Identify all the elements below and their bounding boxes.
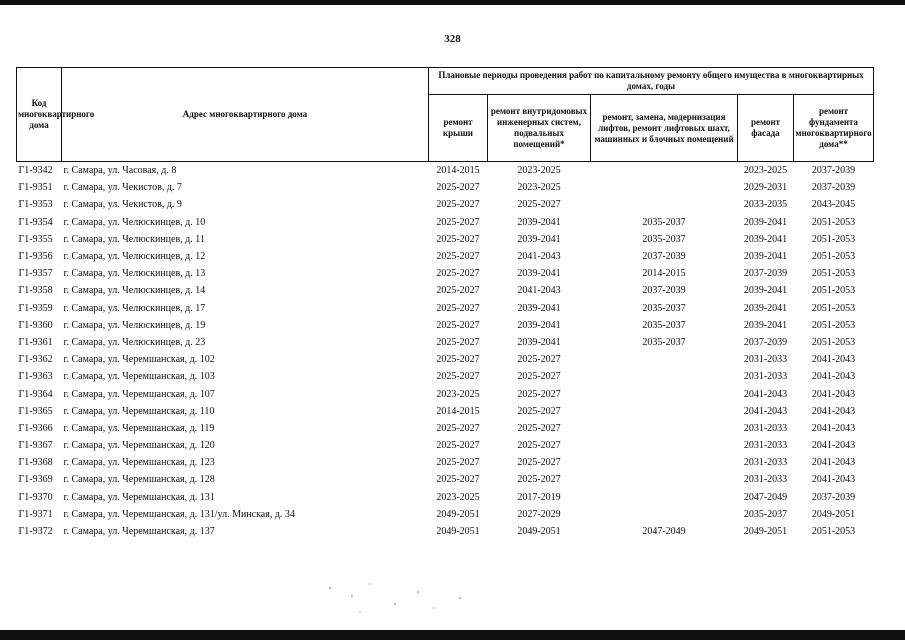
cell-engineering: 2039-2041 xyxy=(517,216,561,228)
table-row xyxy=(17,317,874,334)
cell-roof: 2025-2027 xyxy=(436,233,480,245)
cell-code: Г1-9360 xyxy=(18,319,53,331)
cell-facade: 2031-2033 xyxy=(743,422,788,434)
cell-elevator: 2037-2039 xyxy=(642,285,686,297)
header-engineering: ремонт внутридомовых инженерных систем, подвальных помещений* xyxy=(488,95,591,162)
cell-foundation: 2041-2043 xyxy=(811,440,856,452)
header-elevator: ремонт, замена, модернизация лифтов, ремонт лифтовых шахт, машинных и блочных помещений xyxy=(591,95,738,162)
cell-facade: 2049-2051 xyxy=(743,526,788,538)
cell-elevator: 2047-2049 xyxy=(642,526,686,538)
cell-engineering: 2027-2029 xyxy=(517,508,561,520)
cell-foundation: 2041-2043 xyxy=(811,422,856,434)
cell-address: г. Самара, ул. Челюскинцев, д. 12 xyxy=(63,251,206,263)
cell-roof: 2014-2015 xyxy=(436,405,480,417)
cell-foundation: 2049-2051 xyxy=(811,508,856,520)
cell-roof: 2049-2051 xyxy=(436,526,480,538)
cell-elevator xyxy=(591,351,738,368)
cell-facade: 2035-2037 xyxy=(743,508,788,520)
cell-code: Г1-9357 xyxy=(18,268,53,280)
cell-foundation: 2037-2039 xyxy=(811,182,856,194)
cell-address: г. Самара, ул. Челюскинцев, д. 10 xyxy=(63,216,206,228)
cell-engineering: 2025-2027 xyxy=(517,422,561,434)
cell-foundation: 2037-2039 xyxy=(811,165,856,177)
cell-facade: 2031-2033 xyxy=(743,371,788,383)
table-row xyxy=(17,454,874,471)
cell-roof: 2025-2027 xyxy=(436,302,480,314)
cell-foundation: 2051-2053 xyxy=(811,302,856,314)
cell-foundation: 2051-2053 xyxy=(811,319,856,331)
table-row xyxy=(17,489,874,506)
cell-code: Г1-9354 xyxy=(18,216,53,228)
cell-roof: 2025-2027 xyxy=(436,457,480,469)
scan-border-bottom xyxy=(0,630,905,640)
cell-code: Г1-9359 xyxy=(18,302,53,314)
cell-foundation: 2051-2053 xyxy=(811,233,856,245)
cell-engineering: 2025-2027 xyxy=(517,457,561,469)
cell-facade: 2029-2031 xyxy=(743,182,788,194)
table-row xyxy=(17,300,874,317)
cell-roof: 2025-2027 xyxy=(436,440,480,452)
cell-engineering: 2017-2019 xyxy=(517,491,561,503)
table-row xyxy=(17,214,874,231)
cell-engineering: 2025-2027 xyxy=(517,371,561,383)
cell-roof: 2025-2027 xyxy=(436,285,480,297)
table-row xyxy=(17,420,874,437)
cell-foundation: 2051-2053 xyxy=(811,251,856,263)
table-row xyxy=(17,265,874,282)
cell-facade: 2039-2041 xyxy=(743,251,788,263)
table-row xyxy=(17,248,874,265)
cell-code: Г1-9363 xyxy=(18,371,53,383)
cell-engineering: 2039-2041 xyxy=(517,336,561,348)
scan-specks xyxy=(300,578,500,618)
table-row xyxy=(17,282,874,299)
cell-engineering: 2039-2041 xyxy=(517,302,561,314)
cell-address: г. Самара, ул. Черемшанская, д. 131 xyxy=(63,491,215,503)
cell-elevator: 2035-2037 xyxy=(642,336,686,348)
table-row xyxy=(17,179,874,196)
cell-facade: 2031-2033 xyxy=(743,457,788,469)
cell-roof: 2025-2027 xyxy=(436,319,480,331)
cell-code: Г1-9342 xyxy=(18,165,53,177)
cell-elevator xyxy=(591,196,738,213)
cell-engineering: 2041-2043 xyxy=(517,285,561,297)
page-number: 328 xyxy=(444,33,461,45)
cell-address: г. Самара, ул. Чекистов, д. 7 xyxy=(63,182,182,194)
header-periods-group: Плановые периоды проведения работ по капитальному ремонту общего имущества в многоквартирных домах, годы xyxy=(429,68,874,95)
table-row xyxy=(17,403,874,420)
cell-address: г. Самара, ул. Челюскинцев, д. 17 xyxy=(63,302,206,314)
cell-elevator xyxy=(591,489,738,506)
cell-foundation: 2041-2043 xyxy=(811,457,856,469)
cell-roof: 2023-2025 xyxy=(436,491,480,503)
cell-roof: 2025-2027 xyxy=(436,268,480,280)
cell-code: Г1-9353 xyxy=(18,199,53,211)
cell-address: г. Самара, ул. Черемшанская, д. 131/ул. Минская, д. 34 xyxy=(63,508,295,520)
cell-facade: 2039-2041 xyxy=(743,302,788,314)
cell-address: г. Самара, ул. Чекистов, д. 9 xyxy=(63,199,182,211)
cell-roof: 2025-2027 xyxy=(436,199,480,211)
cell-code: Г1-9355 xyxy=(18,233,53,245)
cell-elevator: 2014-2015 xyxy=(642,268,686,280)
cell-elevator: 2035-2037 xyxy=(642,216,686,228)
cell-elevator xyxy=(591,454,738,471)
cell-address: г. Самара, ул. Черемшанская, д. 119 xyxy=(63,422,215,434)
table-body xyxy=(17,162,874,541)
table-row xyxy=(17,162,874,180)
cell-address: г. Самара, ул. Черемшанская, д. 120 xyxy=(63,440,215,452)
cell-code: Г1-9351 xyxy=(18,182,53,194)
table-row xyxy=(17,368,874,385)
cell-elevator xyxy=(591,162,738,180)
cell-address: г. Самара, ул. Черемшанская, д. 110 xyxy=(63,405,215,417)
table-row xyxy=(17,385,874,402)
cell-code: Г1-9368 xyxy=(18,457,53,469)
cell-address: г. Самара, ул. Челюскинцев, д. 14 xyxy=(63,285,206,297)
cell-foundation: 2041-2043 xyxy=(811,354,856,366)
cell-address: г. Самара, ул. Часовая, д. 8 xyxy=(63,165,177,177)
cell-roof: 2049-2051 xyxy=(436,508,480,520)
cell-roof: 2025-2027 xyxy=(436,216,480,228)
cell-address: г. Самара, ул. Черемшанская, д. 107 xyxy=(63,388,215,400)
cell-address: г. Самара, ул. Челюскинцев, д. 11 xyxy=(63,233,205,245)
cell-address: г. Самара, ул. Челюскинцев, д. 23 xyxy=(63,336,206,348)
cell-elevator xyxy=(591,385,738,402)
cell-facade: 2031-2033 xyxy=(743,354,788,366)
cell-facade: 2039-2041 xyxy=(743,319,788,331)
cell-roof: 2025-2027 xyxy=(436,354,480,366)
cell-elevator: 2037-2039 xyxy=(642,251,686,263)
cell-engineering: 2039-2041 xyxy=(517,268,561,280)
cell-address: г. Самара, ул. Челюскинцев, д. 13 xyxy=(63,268,206,280)
table-row xyxy=(17,334,874,351)
cell-elevator xyxy=(591,437,738,454)
cell-facade: 2041-2043 xyxy=(743,388,788,400)
cell-code: Г1-9358 xyxy=(18,285,53,297)
cell-code: Г1-9369 xyxy=(18,474,53,486)
cell-engineering: 2023-2025 xyxy=(517,182,561,194)
header-facade: ремонт фасада xyxy=(738,95,794,162)
cell-elevator xyxy=(591,403,738,420)
cell-elevator xyxy=(591,420,738,437)
table-row xyxy=(17,231,874,248)
cell-foundation: 2041-2043 xyxy=(811,371,856,383)
cell-engineering: 2025-2027 xyxy=(517,405,561,417)
cell-code: Г1-9361 xyxy=(18,336,53,348)
cell-facade: 2039-2041 xyxy=(743,285,788,297)
cell-engineering: 2023-2025 xyxy=(517,165,561,177)
cell-facade: 2037-2039 xyxy=(743,268,788,280)
cell-address: г. Самара, ул. Черемшанская, д. 128 xyxy=(63,474,215,486)
header-code: Код многоквартирного дома xyxy=(17,68,62,162)
cell-code: Г1-9365 xyxy=(18,405,53,417)
cell-elevator xyxy=(591,471,738,488)
cell-roof: 2014-2015 xyxy=(436,165,480,177)
cell-facade: 2039-2041 xyxy=(743,233,788,245)
header-address: Адрес многоквартирного дома xyxy=(62,68,429,162)
cell-facade: 2039-2041 xyxy=(743,216,788,228)
cell-engineering: 2025-2027 xyxy=(517,440,561,452)
cell-engineering: 2039-2041 xyxy=(517,319,561,331)
cell-code: Г1-9364 xyxy=(18,388,53,400)
cell-foundation: 2043-2045 xyxy=(811,199,856,211)
cell-foundation: 2041-2043 xyxy=(811,405,856,417)
table-header xyxy=(17,68,874,162)
header-foundation: ремонт фундамента многоквартирного дома** xyxy=(794,95,874,162)
header-roof: ремонт крыши xyxy=(429,95,488,162)
table-row xyxy=(17,196,874,213)
cell-roof: 2025-2027 xyxy=(436,474,480,486)
cell-roof: 2023-2025 xyxy=(436,388,480,400)
cell-elevator xyxy=(591,368,738,385)
cell-address: г. Самара, ул. Черемшанская, д. 123 xyxy=(63,457,215,469)
cell-facade: 2041-2043 xyxy=(743,405,788,417)
table-row xyxy=(17,351,874,368)
cell-foundation: 2037-2039 xyxy=(811,491,856,503)
cell-elevator xyxy=(591,506,738,523)
cell-address: г. Самара, ул. Черемшанская, д. 103 xyxy=(63,371,215,383)
cell-roof: 2025-2027 xyxy=(436,336,480,348)
cell-elevator: 2035-2037 xyxy=(642,319,686,331)
cell-engineering: 2025-2027 xyxy=(517,199,561,211)
cell-address: г. Самара, ул. Черемшанская, д. 137 xyxy=(63,526,215,538)
cell-facade: 2031-2033 xyxy=(743,474,788,486)
cell-address: г. Самара, ул. Челюскинцев, д. 19 xyxy=(63,319,206,331)
cell-address: г. Самара, ул. Черемшанская, д. 102 xyxy=(63,354,215,366)
cell-foundation: 2041-2043 xyxy=(811,474,856,486)
cell-elevator xyxy=(591,179,738,196)
cell-roof: 2025-2027 xyxy=(436,371,480,383)
cell-facade: 2023-2025 xyxy=(743,165,788,177)
cell-engineering: 2041-2043 xyxy=(517,251,561,263)
cell-facade: 2047-2049 xyxy=(743,491,788,503)
cell-foundation: 2041-2043 xyxy=(811,388,856,400)
cell-foundation: 2051-2053 xyxy=(811,526,856,538)
cell-elevator: 2035-2037 xyxy=(642,233,686,245)
cell-code: Г1-9356 xyxy=(18,251,53,263)
cell-facade: 2033-2035 xyxy=(743,199,788,211)
cell-code: Г1-9370 xyxy=(18,491,53,503)
cell-foundation: 2051-2053 xyxy=(811,268,856,280)
cell-engineering: 2039-2041 xyxy=(517,233,561,245)
table-row xyxy=(17,523,874,540)
capital-repair-schedule-table xyxy=(16,67,874,540)
cell-code: Г1-9366 xyxy=(18,422,53,434)
table-row xyxy=(17,506,874,523)
cell-facade: 2037-2039 xyxy=(743,336,788,348)
cell-code: Г1-9367 xyxy=(18,440,53,452)
cell-code: Г1-9372 xyxy=(18,526,53,538)
cell-engineering: 2025-2027 xyxy=(517,388,561,400)
cell-engineering: 2049-2051 xyxy=(517,526,561,538)
cell-code: Г1-9362 xyxy=(18,354,53,366)
cell-foundation: 2051-2053 xyxy=(811,336,856,348)
cell-foundation: 2051-2053 xyxy=(811,216,856,228)
cell-engineering: 2025-2027 xyxy=(517,474,561,486)
scan-border-top xyxy=(0,0,905,5)
cell-elevator: 2035-2037 xyxy=(642,302,686,314)
table-row xyxy=(17,437,874,454)
cell-foundation: 2051-2053 xyxy=(811,285,856,297)
cell-roof: 2025-2027 xyxy=(436,251,480,263)
cell-code: Г1-9371 xyxy=(18,508,53,520)
cell-engineering: 2025-2027 xyxy=(517,354,561,366)
cell-roof: 2025-2027 xyxy=(436,422,480,434)
cell-facade: 2031-2033 xyxy=(743,440,788,452)
table-row xyxy=(17,471,874,488)
cell-roof: 2025-2027 xyxy=(436,182,480,194)
